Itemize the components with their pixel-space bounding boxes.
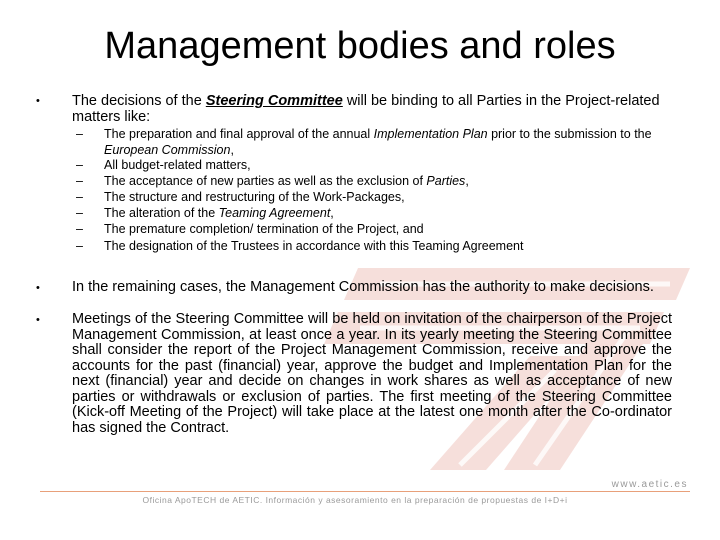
dash-marker: – (76, 239, 83, 253)
text-run: Parties (426, 174, 466, 188)
text-run: Implementation Plan (373, 127, 488, 141)
sub-item-text (104, 205, 676, 221)
footer-url: www.aetic.es (611, 479, 688, 490)
footer-divider (40, 491, 690, 492)
sub-item-text (104, 238, 676, 254)
text-run: prior to the submission to the (487, 127, 652, 141)
dash-marker: – (76, 174, 83, 188)
text-run: , (230, 143, 234, 157)
text-run: , (330, 206, 334, 220)
bullet-2-text: In the remaining cases, the Management Commission has the authority to make decisions. (72, 279, 654, 295)
footer-text: Oficina ApoTECH de AETIC. Información y asesoramiento en la preparación de propuestas de I+D+i (142, 495, 568, 505)
text-run: The acceptance of new parties as well as the exclusion of (104, 174, 427, 188)
bullet-1-text (72, 94, 672, 125)
text-run: The preparation and final approval of the annual (104, 127, 374, 141)
bullet-1-before: The decisions of the (72, 93, 206, 109)
steering-committee-emphasis: Steering Committee (205, 93, 343, 109)
text-run: The designation of the Trustees in accordance with this Teaming Agreement (104, 239, 524, 253)
bullet-3-marker: • (36, 314, 40, 326)
page-title: Management bodies and roles (104, 25, 616, 67)
sub-item-text (104, 189, 676, 205)
text-run: Teaming Agreement (218, 206, 331, 220)
bullet-2-marker: • (36, 282, 40, 294)
dash-marker: – (76, 127, 83, 141)
bullet-3-text: Meetings of the Steering Committee will be held on invitation of the chairperson of the Project Management Commission, at least once a year. In its yearly meeting the Steering Committee shall consider the report of the Project Management Commission, receive and approve the accounts for the past (financial) year, approve the budget and Implementation Plan for the next (financial) year and decide on changes in work shares as well as acceptance of new parties or withdrawals or exclusion of parties. The first meeting of the Steering Committee (Kick-off Meeting of the Project) will take place at the latest one month after the Co-ordinator has signed the Contract. (72, 311, 672, 436)
dash-marker: – (76, 222, 83, 236)
text-run: The premature completion/ termination of the Project, and (104, 222, 424, 236)
dash-marker: – (76, 158, 83, 172)
text-run: The alteration of the (104, 206, 219, 220)
text-run: European Commission (104, 143, 231, 157)
text-run: , (465, 174, 469, 188)
sub-item-text (104, 157, 676, 173)
bullet-1-after: will be binding to all Parties in the Project-related matters like: (72, 93, 660, 125)
text-run: The structure and restructuring of the Work-Packages, (104, 190, 405, 204)
text-run: All budget-related matters, (104, 158, 251, 172)
dash-marker: – (76, 190, 83, 204)
sub-item-text (104, 221, 676, 237)
sub-item-text (104, 126, 676, 158)
sub-item-text (104, 173, 676, 189)
dash-marker: – (76, 206, 83, 220)
bullet-1-marker: • (36, 95, 40, 107)
